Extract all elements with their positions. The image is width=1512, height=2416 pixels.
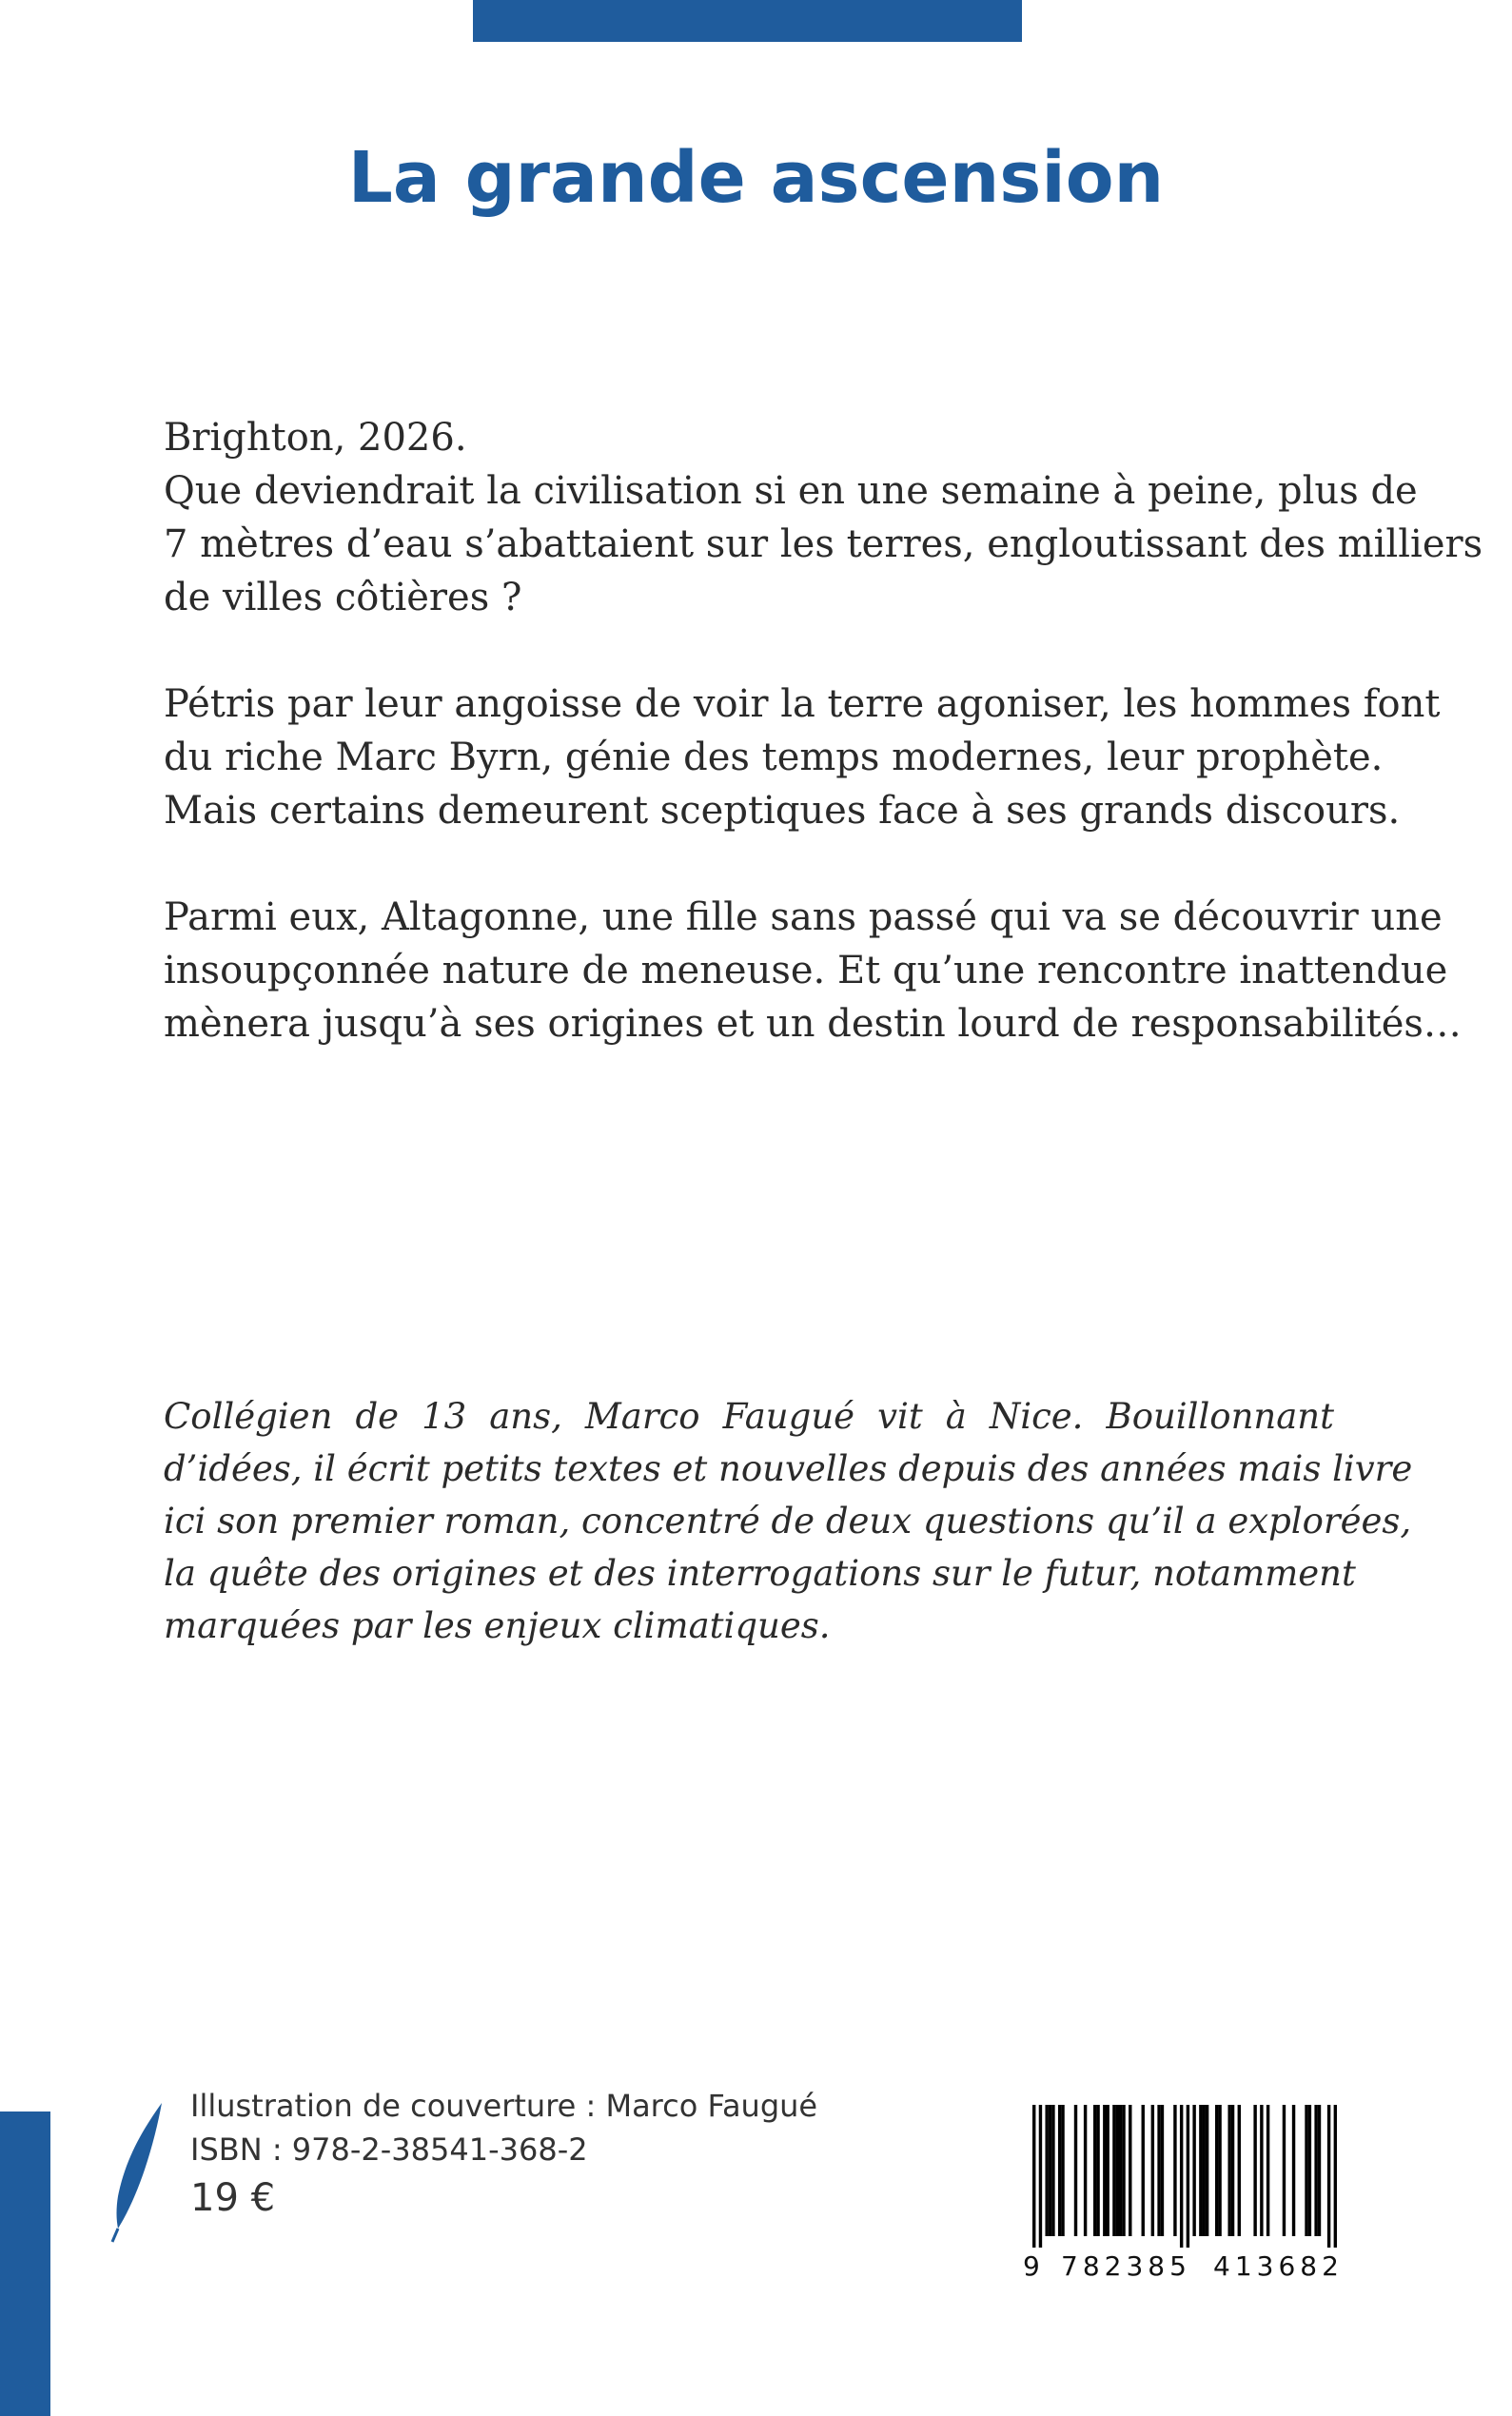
- bio-line: ici son premier roman, concentré de deux questions qu’il a explorées,: [164, 1501, 1412, 1542]
- isbn-text: ISBN : 978-2-38541-368-2: [190, 2131, 588, 2168]
- barcode-bar: [1061, 2105, 1064, 2236]
- synopsis-paragraph-1: [164, 411, 1483, 624]
- barcode-bar: [1151, 2105, 1154, 2236]
- barcode-lead-digit: 9: [1023, 2250, 1040, 2282]
- credits-block: [190, 2084, 817, 2225]
- bio-line: la quête des origines et des interrogations sur le futur, notamment: [164, 1553, 1356, 1594]
- barcode-bar: [1129, 2105, 1131, 2236]
- synopsis-paragraph-3: [164, 891, 1462, 1051]
- barcode-bar: [1103, 2105, 1106, 2236]
- barcode-bar: [1227, 2105, 1230, 2236]
- illustration-credit: Illustration de couverture : Marco Faugué: [190, 2088, 818, 2124]
- barcode-bar: [1308, 2105, 1311, 2236]
- barcode-bar: [1199, 2105, 1202, 2236]
- barcode-bar: [1283, 2105, 1286, 2236]
- barcode-bar: [1334, 2105, 1337, 2248]
- bio-line: marquées par les enjeux climatiques.: [164, 1605, 831, 1646]
- barcode-bar: [1157, 2105, 1160, 2236]
- barcode-bar: [1106, 2105, 1109, 2236]
- barcode-bar: [1187, 2105, 1189, 2248]
- synopsis-line: insoupçonnée nature de meneuse. Et qu’une rencontre inattendue: [164, 949, 1448, 992]
- barcode-bar: [1093, 2105, 1096, 2236]
- barcode-bar: [1253, 2105, 1256, 2236]
- barcode-bar: [1206, 2105, 1208, 2236]
- top-accent-band: [473, 0, 1022, 42]
- barcode-bar: [1096, 2105, 1099, 2236]
- synopsis-line: mènera jusqu’à ses origines et un destin lourd de responsabilités…: [164, 1002, 1462, 1046]
- barcode-bar: [1173, 2105, 1176, 2236]
- barcode-bar: [1305, 2105, 1307, 2236]
- barcode-bar: [1074, 2105, 1077, 2236]
- barcode-bar: [1051, 2105, 1054, 2236]
- synopsis-line: Mais certains demeurent sceptiques face à ses grands discours.: [164, 789, 1401, 833]
- barcode-bar: [1045, 2105, 1048, 2236]
- synopsis: [164, 411, 1483, 1104]
- synopsis-line: Parmi eux, Altagonne, une fille sans passé qui va se découvrir une: [164, 895, 1443, 939]
- bio-line: Collégien de 13 ans, Marco Faugué vit à Nice. Bouillonnant: [164, 1396, 1334, 1437]
- barcode-left-group: 782385: [1061, 2250, 1191, 2282]
- book-title: La grande ascension: [347, 137, 1165, 219]
- barcode-bar: [1119, 2105, 1122, 2236]
- author-bio: [164, 1390, 1413, 1652]
- barcode-bar: [1049, 2105, 1051, 2236]
- synopsis-paragraph-2: [164, 678, 1441, 837]
- barcode-bar: [1192, 2105, 1195, 2236]
- barcode-bar: [1318, 2105, 1321, 2236]
- barcode-bar: [1292, 2105, 1295, 2236]
- barcode-bar: [1039, 2105, 1042, 2248]
- barcode-bar: [1314, 2105, 1317, 2236]
- barcode-bar: [1238, 2105, 1241, 2236]
- barcode-bar: [1218, 2105, 1221, 2236]
- synopsis-line: du riche Marc Byrn, génie des temps modernes, leur prophète.: [164, 736, 1384, 779]
- barcode-bar: [1215, 2105, 1218, 2236]
- barcode-right-group: 413682: [1213, 2250, 1344, 2282]
- barcode: [1032, 2105, 1337, 2248]
- synopsis-line: 7 mètres d’eau s’abattaient sur les terres, engloutissant des milliers: [164, 522, 1483, 566]
- barcode-bar: [1231, 2105, 1234, 2236]
- barcode-bar: [1058, 2105, 1061, 2236]
- barcode-bar: [1180, 2105, 1183, 2248]
- synopsis-line: de villes côtières ?: [164, 576, 522, 619]
- barcode-bar: [1142, 2105, 1145, 2236]
- synopsis-line: Brighton, 2026.: [164, 416, 467, 460]
- barcode-bar: [1112, 2105, 1115, 2236]
- feather-icon: [105, 2101, 171, 2244]
- bio-line: d’idées, il écrit petits textes et nouvelles depuis des années mais livre: [164, 1448, 1413, 1489]
- barcode-bar: [1327, 2105, 1330, 2248]
- barcode-bar: [1084, 2105, 1087, 2236]
- synopsis-line: Que deviendrait la civilisation si en une semaine à peine, plus de: [164, 469, 1418, 513]
- barcode-bar: [1203, 2105, 1206, 2236]
- synopsis-line: Pétris par leur angoisse de voir la terre agoniser, les hommes font: [164, 682, 1441, 726]
- left-accent-band: [0, 2112, 50, 2416]
- barcode-bar: [1267, 2105, 1269, 2236]
- barcode-bar: [1161, 2105, 1164, 2236]
- price-text: 19 €: [190, 2176, 276, 2220]
- barcode-bar: [1032, 2105, 1035, 2248]
- barcode-bar: [1122, 2105, 1125, 2236]
- barcode-bar: [1260, 2105, 1263, 2236]
- barcode-bar: [1116, 2105, 1119, 2236]
